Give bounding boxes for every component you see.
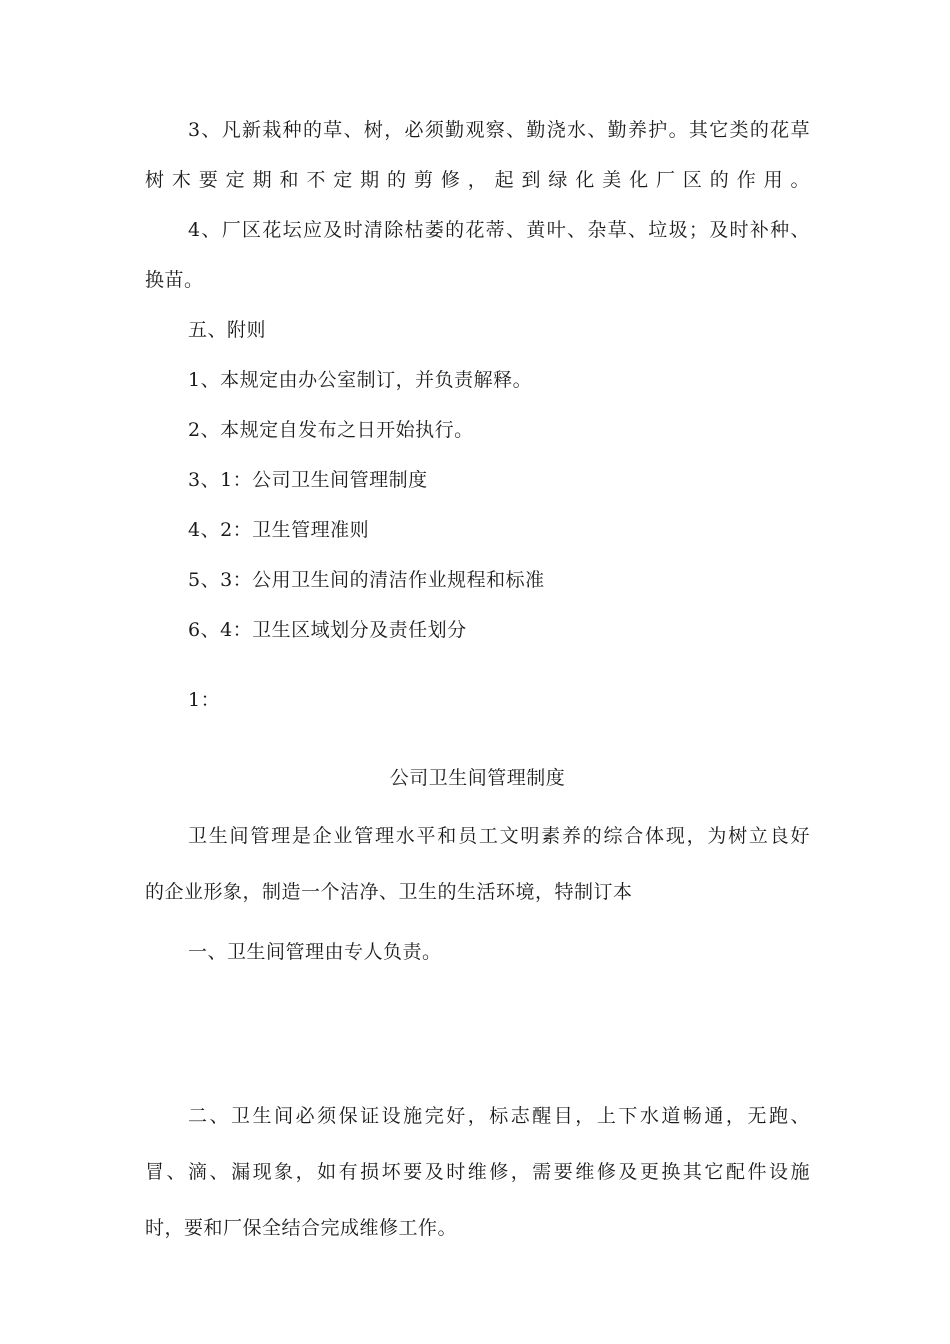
paragraph-line: 冒、滴、漏现象，如有损坏要及时维修，需要维修及更换其它配件设施 (145, 1161, 810, 1183)
paragraph-line: 树木要定期和不定期的剪修，起到绿化美化厂区的作用。 (145, 169, 810, 191)
paragraph-line: 卫生间管理是企业管理水平和员工文明素养的综合体现，为树立良好 (188, 825, 810, 847)
paragraph-line: 3、凡新栽种的草、树，必须勤观察、勤浇水、勤养护。其它类的花草 (188, 119, 810, 141)
list-item: 2、本规定自发布之日开始执行。 (188, 419, 474, 441)
appendix-label: 1： (188, 689, 221, 711)
list-item: 6、4：卫生区域划分及责任划分 (188, 619, 467, 641)
appendix-title: 公司卫生间管理制度 (389, 767, 566, 789)
list-item: 1、本规定由办公室制订，并负责解释。 (188, 369, 533, 391)
paragraph-line: 4、厂区花坛应及时清除枯萎的花蒂、黄叶、杂草、垃圾；及时补种、 (188, 219, 810, 241)
clause-item: 一、卫生间管理由专人负责。 (188, 941, 442, 963)
paragraph-line: 换苗。 (145, 269, 204, 291)
list-item: 5、3：公用卫生间的清洁作业规程和标准 (188, 569, 545, 591)
list-item: 3、1：公司卫生间管理制度 (188, 469, 428, 491)
paragraph-line: 时，要和厂保全结合完成维修工作。 (145, 1217, 458, 1239)
clause-item: 二、卫生间必须保证设施完好，标志醒目，上下水道畅通，无跑、 (188, 1105, 810, 1127)
section-heading: 五、附则 (188, 319, 267, 341)
list-item: 4、2：卫生管理准则 (188, 519, 370, 541)
paragraph-line: 的企业形象，制造一个洁净、卫生的生活环境，特制订本 (145, 881, 633, 903)
